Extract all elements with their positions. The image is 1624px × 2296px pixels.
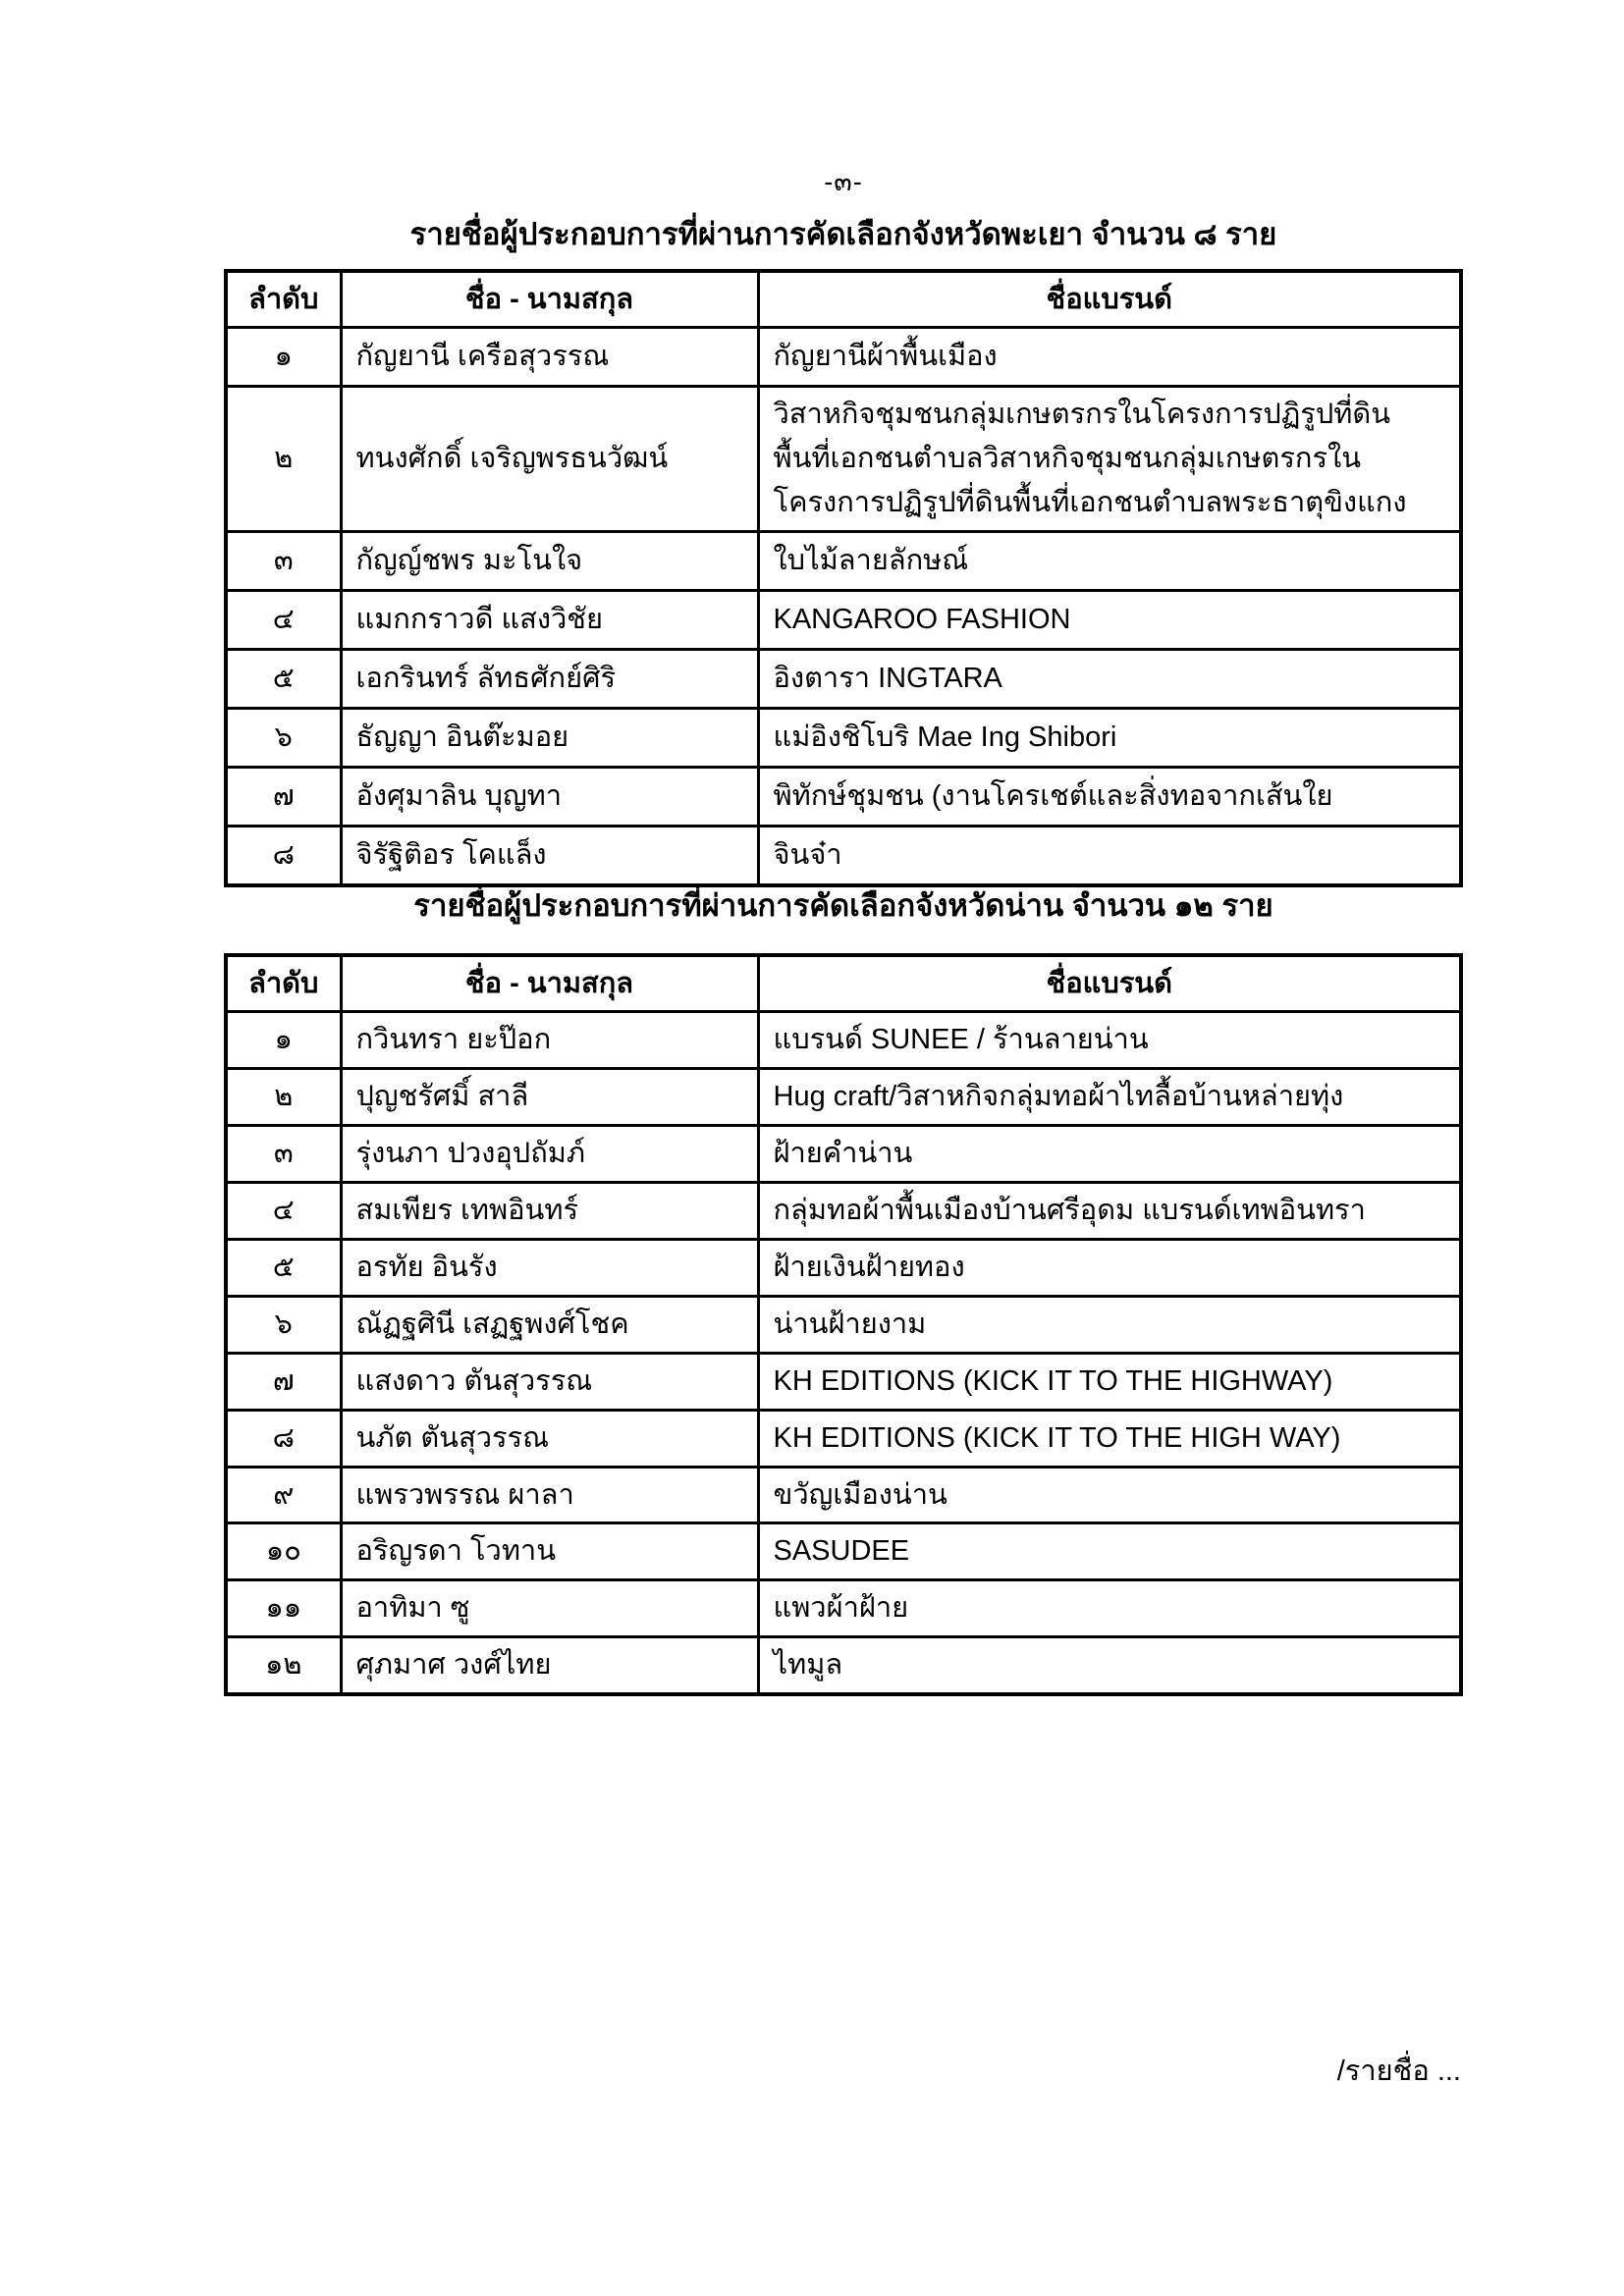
- table-row: [226, 387, 1461, 532]
- brand-name: กัญยานีผ้าพื้นเมือง: [758, 328, 1461, 387]
- table-row: [226, 328, 1461, 387]
- brand-name: พิทักษ์ชุมชน (งานโครเชต์และสิ่งทอจากเส้นใย: [758, 767, 1461, 826]
- row-index: ๘: [226, 1410, 341, 1467]
- table-row: [226, 826, 1461, 885]
- person-name: อังศุมาลิน บุญทา: [341, 767, 758, 826]
- table-row: [226, 1182, 1461, 1239]
- row-index: ๗: [226, 1353, 341, 1410]
- table-title-nan: รายชื่อผู้ประกอบการที่ผ่านการคัดเลือกจังหวัดน่าน จำนวน ๑๒ ราย: [413, 888, 1273, 923]
- brand-name: แบรนด์ SUNEE / ร้านลายน่าน: [758, 1012, 1461, 1069]
- document-page: [224, 0, 1463, 2296]
- table-row: [226, 590, 1461, 649]
- row-index: ๒: [226, 387, 341, 532]
- table-header-row: [226, 955, 1461, 1012]
- brand-name: ใบไม้ลายลักษณ์: [758, 531, 1461, 590]
- person-name: ทนงศักดิ์ เจริญพรธนวัฒน์: [341, 387, 758, 532]
- column-header-index: ลำดับ: [226, 955, 341, 1012]
- row-index: ๗: [226, 767, 341, 826]
- person-name: อริญรดา โวทาน: [341, 1523, 758, 1580]
- brand-name: แม่อิงชิโบริ Mae Ing Shibori: [758, 708, 1461, 767]
- person-name: เอกรินทร์ ลัทธศักย์ศิริ: [341, 649, 758, 708]
- row-index: ๑: [226, 328, 341, 387]
- brand-name: KH EDITIONS (KICK IT TO THE HIGH WAY): [758, 1410, 1461, 1467]
- table-row: [226, 1353, 1461, 1410]
- brand-name: จินจ๋า: [758, 826, 1461, 885]
- table-row: [226, 1467, 1461, 1523]
- row-index: ๑๒: [226, 1637, 341, 1694]
- row-index: ๔: [226, 590, 341, 649]
- person-name: สมเพียร เทพอินทร์: [341, 1182, 758, 1239]
- table-row: [226, 1068, 1461, 1125]
- brand-name: ขวัญเมืองน่าน: [758, 1467, 1461, 1523]
- brand-name: วิสาหกิจชุมชนกลุ่มเกษตรกรในโครงการปฏิรูปที่ดินพื้นที่เอกชนตำบลวิสาหกิจชุมชนกลุ่มเกษตรกรในโครงการปฏิรูปที่ดินพื้นที่เอกชนตำบลพระธาตุขิงแกง: [758, 387, 1461, 532]
- table-row: [226, 1296, 1461, 1353]
- table-row: [226, 767, 1461, 826]
- person-name: กวินทรา ยะป๊อก: [341, 1012, 758, 1069]
- row-index: ๒: [226, 1068, 341, 1125]
- brand-name: กลุ่มทอผ้าพื้นเมืองบ้านศรีอุดม แบรนด์เทพอินทรา: [758, 1182, 1461, 1239]
- table-row: [226, 1125, 1461, 1182]
- column-header-name: ชื่อ - นามสกุล: [341, 955, 758, 1012]
- row-index: ๓: [226, 1125, 341, 1182]
- brand-name: แพวผ้าฝ้าย: [758, 1580, 1461, 1637]
- person-name: แพรวพรรณ ผาลา: [341, 1467, 758, 1523]
- page-number: -๓-: [824, 167, 863, 196]
- row-index: ๑: [226, 1012, 341, 1069]
- row-index: ๖: [226, 1296, 341, 1353]
- person-name: ศุภมาศ วงศ์ไทย: [341, 1637, 758, 1694]
- column-header-brand: ชื่อแบรนด์: [758, 955, 1461, 1012]
- person-name: รุ่งนภา ปวงอุปถัมภ์: [341, 1125, 758, 1182]
- person-name: กัญญ์ชพร มะโนใจ: [341, 531, 758, 590]
- row-index: ๖: [226, 708, 341, 767]
- row-index: ๑๑: [226, 1580, 341, 1637]
- table-row: [226, 1410, 1461, 1467]
- brand-name: ฝ้ายเงินฝ้ายทอง: [758, 1239, 1461, 1296]
- table-row: [226, 708, 1461, 767]
- person-name: นภัต ตันสุวรรณ: [341, 1410, 758, 1467]
- row-index: ๕: [226, 649, 341, 708]
- table-row: [226, 1523, 1461, 1580]
- row-index: ๘: [226, 826, 341, 885]
- table-header-row: [226, 271, 1461, 328]
- row-index: ๔: [226, 1182, 341, 1239]
- brand-name: น่านฝ้ายงาม: [758, 1296, 1461, 1353]
- person-name: อาทิมา ซู: [341, 1580, 758, 1637]
- column-header-brand: ชื่อแบรนด์: [758, 271, 1461, 328]
- selection-table-phayao: [224, 269, 1463, 887]
- person-name: แมกกราวดี แสงวิชัย: [341, 590, 758, 649]
- person-name: อรทัย อินรัง: [341, 1239, 758, 1296]
- person-name: กัญยานี เครือสุวรรณ: [341, 328, 758, 387]
- person-name: แสงดาว ตันสุวรรณ: [341, 1353, 758, 1410]
- person-name: จิรัฐิติอร โคแล็ง: [341, 826, 758, 885]
- brand-name: ฝ้ายคำน่าน: [758, 1125, 1461, 1182]
- table-row: [226, 1580, 1461, 1637]
- brand-name: KANGAROO FASHION: [758, 590, 1461, 649]
- column-header-name: ชื่อ - นามสกุล: [341, 271, 758, 328]
- person-name: ธัญญา อินต๊ะมอย: [341, 708, 758, 767]
- selection-table-nan: [224, 953, 1463, 1696]
- brand-name: ไทมูล: [758, 1637, 1461, 1694]
- table-row: [226, 649, 1461, 708]
- person-name: ปุญชรัศมิ์ สาลี: [341, 1068, 758, 1125]
- table-title-phayao: รายชื่อผู้ประกอบการที่ผ่านการคัดเลือกจังหวัดพะเยา จำนวน ๘ ราย: [409, 217, 1277, 251]
- continuation-note: /รายชื่อ ...: [1336, 2056, 1461, 2087]
- brand-name: Hug craft/วิสาหกิจกลุ่มทอผ้าไทลื้อบ้านหล่ายทุ่ง: [758, 1068, 1461, 1125]
- table-row: [226, 1637, 1461, 1694]
- brand-name: KH EDITIONS (KICK IT TO THE HIGHWAY): [758, 1353, 1461, 1410]
- brand-name: อิงตารา INGTARA: [758, 649, 1461, 708]
- row-index: ๓: [226, 531, 341, 590]
- person-name: ณัฏฐศินี เสฏฐพงศ์โชค: [341, 1296, 758, 1353]
- row-index: ๙: [226, 1467, 341, 1523]
- table-row: [226, 1239, 1461, 1296]
- column-header-index: ลำดับ: [226, 271, 341, 328]
- row-index: ๕: [226, 1239, 341, 1296]
- brand-name: SASUDEE: [758, 1523, 1461, 1580]
- table-row: [226, 531, 1461, 590]
- row-index: ๑๐: [226, 1523, 341, 1580]
- table-row: [226, 1012, 1461, 1069]
